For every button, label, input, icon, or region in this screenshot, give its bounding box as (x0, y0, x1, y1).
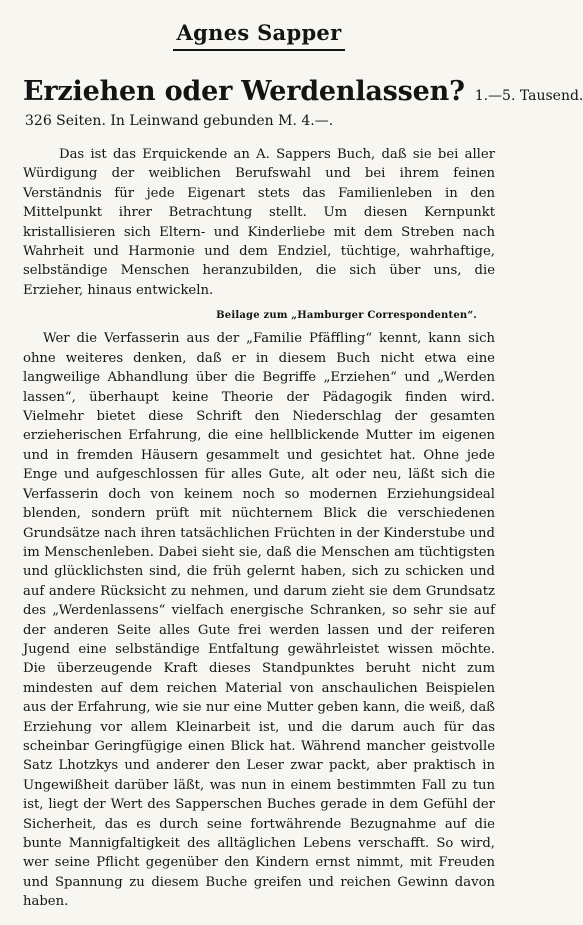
quote-source: Beilage zum „Hamburger Correspondenten“. (216, 310, 477, 322)
review-text: Wer die Verfasserin aus der „Familie Pfäffling“ kennt, kann sich ohne weiteres denken, daß er in diesem Buch nicht etwa eine langweilige Abhandlung über die Begriffe „Erziehen“ und „Werden lassen“, überhaupt keine Theorie der Pädagogik finden wird. Vielmehr bietet diese Schrift den Niederschlag der gesamten erzieherischen Erfahrung, die eine hellblickende Mutter im eigenen und in fremden Häusern gesammelt und gesichtet hat. Ohne jede Enge und aufgeschlossen für alles Gute, alt oder neu, läßt sich die Verfasserin doch von keinem noch so modernen Erziehungsideal blenden, sondern prüft mit nüchternem Blick die verschiedenen Grundsätze nach ihren tatsächlichen Früchten in der Kinderstube und im Menschenleben. Dabei sieht sie, daß die Menschen am tüchtigsten und glücklichsten sind, die früh gelernt haben, sich zu schicken und auf andere Rücksicht zu nehmen, und darum zieht sie dem Grundsatz des „Werdenlassens“ vielfach energische Schranken, so sehr sie auf der anderen Seite alles Gute frei werden lassen und der reiferen Jugend eine selbständige Entfaltung gewährleistet wissen möchte. Die überzeugende Kraft dieses Standpunktes beruht nicht zum mindesten auf dem reichen Material von anschaulichen Beispielen aus der Erfahrung, wie sie nur eine Mutter geben kann, die weiß, daß Erziehung vor allem Kleinarbeit ist, und die darum auch für das scheinbar Geringfügige einen Blick hat. Während mancher geistvolle Satz Lhotzkys und anderer den Leser zwar packt, aber praktisch in Ungewißheit darüber läßt, was nun in einem bestimmten Fall zu tun ist, liegt der Wert des Sapperschen Buches gerade in dem Gefühl der Sicherheit, das es durch seine fortwährende Bezugnahme auf die bunte Mannigfaltigkeit des alltäglichen Lebens verschafft. So wird, wer seine Pflicht gegenüber den Kindern ernst nimmt, mit Freuden und Spannung zu diesem Buche greifen und reichen Gewinn davon haben. (23, 331, 495, 910)
title-line (23, 76, 583, 107)
author-header (23, 12, 495, 56)
press-quote: Das ist das Erquickende an A. Sappers Buch, daß sie bei aller Würdigung der weiblichen Berufswahl und bei ihrem feinen Verständnis für jede Eigenart stets das Familienleben in den Mittelpunkt ihrer Betrachtung stellt. Um diesen Kernpunkt kristallisieren sich Eltern- und Kinderliebe mit dem Streben nach Wahrheit und Harmonie und dem Endziel, tüchtige, wahrhaftige, selbständige Menschen heranzubilden, die sich über uns, die Erzieher, hinaus entwickeln. (23, 147, 495, 298)
book-advertisement (23, 12, 583, 925)
author-name: Agnes Sapper (173, 20, 346, 51)
edition-info: 1.—5. Tausend. (474, 88, 583, 104)
book-title: Erziehen oder Werdenlassen? (23, 76, 465, 107)
publication-details: 326 Seiten. In Leinwand gebunden M. 4.—. (25, 113, 334, 129)
